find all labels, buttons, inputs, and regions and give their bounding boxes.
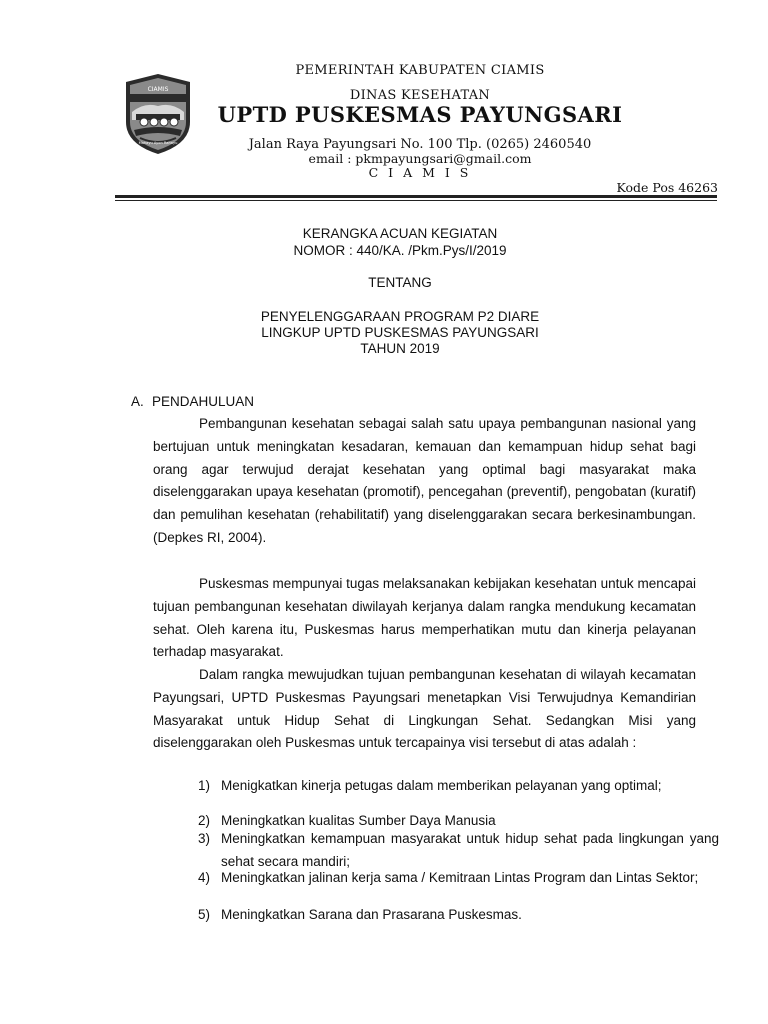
document-number: NOMOR : 440/KA. /Pkm.Pys/I/2019	[293, 243, 507, 258]
list-item	[198, 775, 719, 798]
paragraph: Puskesmas mempunyai tugas melaksanakan kebijakan kesehatan untuk mencapai tujuan pembangunan kesehatan diwilayah kerjanya dalam rangka mendukung kecamatan sehat. Oleh karena itu, Puskesmas harus memperhatikan mutu dan kinerja pelayanan terhadap masyarakat.	[153, 576, 696, 660]
document-subject-line2: LINGKUP UPTD PUSKESMAS PAYUNGSARI	[261, 325, 539, 340]
document-subject-line1: PENYELENGGARAAN PROGRAM P2 DIARE	[260, 309, 540, 324]
letterhead-divider-thin	[115, 200, 717, 201]
letterhead-divider-thick	[115, 195, 717, 198]
section-letter: A.	[131, 394, 144, 409]
list-item	[198, 904, 719, 927]
list-item-text: Menigkatkan kinerja petugas dalam memberikan pelayanan yang optimal;	[221, 778, 662, 793]
letterhead-postal-code: Kode Pos 46263	[616, 180, 718, 195]
letterhead-email: email : pkmpayungsari@gmail.com	[308, 151, 532, 166]
letterhead-government: PEMERINTAH KABUPATEN CIAMIS	[295, 63, 545, 78]
list-item-text: Meningkatkan kemampuan masyarakat untuk hidup sehat pada lingkungan yang sehat secara mandiri;	[221, 831, 719, 869]
letterhead-address: Jalan Raya Payungsari No. 100 Tlp. (0265) 2460540	[248, 137, 592, 152]
list-item-number: 3)	[198, 831, 211, 846]
list-item-number: 5)	[198, 907, 211, 922]
list-item-number: 1)	[198, 778, 211, 793]
document-about: TENTANG	[368, 275, 432, 290]
logo-text-top: CIAMIS	[147, 86, 169, 93]
list-item-text: Meningkatkan kualitas Sumber Daya Manusia	[221, 813, 496, 828]
list-item	[198, 867, 719, 890]
ciamis-regency-logo-icon	[118, 72, 198, 156]
logo-text-bottom: Mahayu Ayon Rahayu	[138, 141, 178, 145]
list-item-text: Meningkatkan Sarana dan Prasarana Puskesmas.	[221, 907, 522, 922]
section-title: PENDAHULUAN	[152, 394, 255, 409]
document-subject-year: TAHUN 2019	[360, 341, 440, 356]
letterhead-city: C I A M I S	[368, 165, 472, 180]
paragraph: Dalam rangka mewujudkan tujuan pembangunan kesehatan di wilayah kecamatan Payungsari, UPTD Puskesmas Payungsari menetapkan Visi Terwujudnya Kemandirian Masyarakat untuk Hidup Sehat di Lingkungan Sehat. Sedangkan Misi yang diselenggarakan oleh Puskesmas untuk tercapainya visi tersebut di atas adalah :	[153, 667, 696, 751]
document-title: KERANGKA ACUAN KEGIATAN	[302, 226, 498, 241]
list-item-text: Meningkatkan jalinan kerja sama / Kemitraan Lintas Program dan Lintas Sektor;	[221, 870, 699, 885]
letterhead-organization: UPTD PUSKESMAS PAYUNGSARI	[217, 102, 623, 127]
paragraph: Pembangunan kesehatan sebagai salah satu upaya pembangunan nasional yang bertujuan untuk meningkatan kesadaran, kemauan dan kemampuan hidup sehat bagi orang agar terwujud derajat kesehatan yang optimal bagi masyarakat maka diselenggarakan upaya kesehatan (promotif), pencegahan (preventif), pengobatan (kuratif) dan pemulihan kesehatan (rehabilitatif) yang diselenggarakan secara berkesinambungan. (Depkes RI, 2004).	[153, 416, 696, 545]
list-item-number: 2)	[198, 813, 211, 828]
letterhead-department: DINAS KESEHATAN	[349, 88, 491, 103]
list-item-number: 4)	[198, 870, 211, 885]
